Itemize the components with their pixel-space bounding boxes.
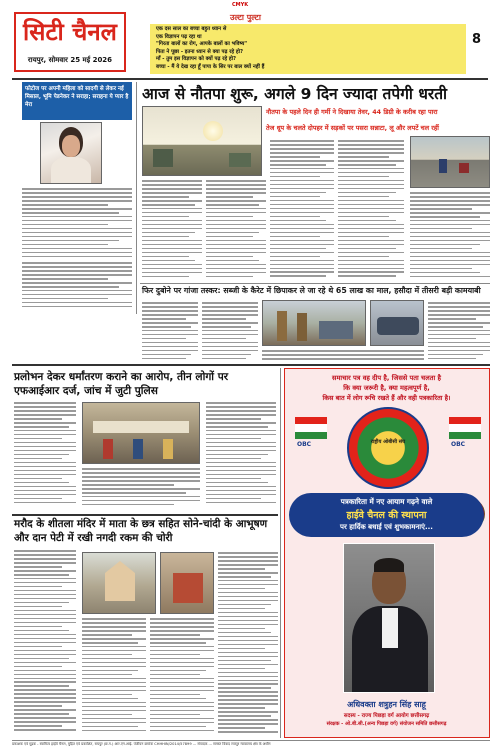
- sun-photo: [142, 106, 262, 176]
- ganja-headline: फिर दुबोने पर गांजा तस्कर: सब्जी के कैरेट में छिपाकर ले जा रहे थे 65 लाख का माल, हसौदा में तीसरी बड़ी कामयाबी: [142, 286, 481, 295]
- temple-photo: [82, 552, 156, 614]
- obc-label-right: OBC: [451, 441, 466, 448]
- ad-person-role2: संरक्षक - ओ.बी.सी.(अन्य पिछड़ा वर्ग) संयोजन समिति छत्तीसगढ़: [326, 721, 447, 727]
- ad-banner: [289, 493, 484, 537]
- ad-quote-line3: किस बात में लोग रूचि रखते हैं और वही पत्रकारिता है।: [322, 394, 451, 402]
- footer-imprint: प्रकाशक एवं मुद्रक - स्वामित्व हाईवे चैनल, मुद्रित एवं प्रकाशित, रायपुर (छ.ग.) आर.एन.आई. पंजीयन क्रमांक CHHHIN/2014/57899 ... संपादक ... समस्त विवाद रायपुर न्यायालय क्षेत्र के अधीन: [12, 742, 271, 746]
- street-photo: [410, 136, 490, 188]
- left-teaser-box: [22, 82, 132, 120]
- ulta-pulta-box: [150, 24, 466, 74]
- joke-line: एक दस साल का बच्चा बहुत ध्यान से: [156, 26, 227, 32]
- obc-logo: [347, 407, 429, 489]
- ad-quote-line2: कि क्या जरूरी है, क्या महत्वपूर्ण है,: [343, 384, 430, 392]
- joke-line: माँ - तुम इस विज्ञापन को क्यों पढ़ रहे हो?: [156, 56, 236, 63]
- obc-label-left: OBC: [297, 441, 312, 448]
- main-sub1: नौतपा के पहले दिन ही गर्मी ने दिखाया तेवर, 44 डिग्री के करीब रहा पारा: [266, 108, 438, 116]
- obc-flag-right: [449, 417, 481, 439]
- actress-photo: [40, 122, 102, 184]
- ad-banner-line3: पर हार्दिक बधाई एवं शुभकामनाएं...: [340, 523, 433, 531]
- masthead-date: रायपुर, सोमवार 25 मई 2026: [27, 56, 113, 64]
- ad-banner-line2: हाईवे चैनल की स्थापना: [346, 510, 427, 521]
- masthead-box: [14, 12, 126, 72]
- car-photo: [370, 300, 424, 346]
- crowd-photo: [82, 402, 200, 464]
- religion-headline: प्रलोभन देकर धर्मांतरण कराने का आरोप, तीन लोगों पर एफआईआर दर्ज, जांच में जुटी पुलिस: [14, 371, 229, 397]
- ad-person-role1: सदस्य - राज्य पिछड़ा वर्ग आयोग छत्तीसगढ़: [343, 713, 430, 719]
- main-headline: आज से नौतपा शुरू, अगले 9 दिन ज्यादा तपेगी धरती: [142, 85, 448, 103]
- ulta-pulta-title: उल्टा पुल्टा: [230, 13, 261, 22]
- cmyk-mark: CMYK: [232, 2, 249, 8]
- police-photo: [262, 300, 366, 346]
- joke-line: "गिरता बालों का रोग, आपके बालों का भविष्य": [156, 41, 248, 48]
- joke-line: बच्चा - मैं ये देख रहा हूँ पापा के सिर पर बाल क्यों नहीं हैं: [156, 63, 265, 70]
- theft-photo: [160, 552, 214, 614]
- ad-banner-line1: पत्रकारिता में नए आयाम गढ़ने वाले: [340, 497, 433, 506]
- masthead-title: सिटी चैनल: [23, 18, 117, 46]
- ad-person-name: अधिवक्ता शत्रुहन सिंह साहू: [347, 700, 426, 709]
- congrats-ad: [284, 368, 490, 738]
- advocate-photo: [343, 543, 435, 693]
- left-teaser-text: फोटोज पर अपनी महिला को सादगी से लेकर नई मिसाल, भूमि पेडनेकर ने सराहा; सराहना ये प्यार है मेरा: [25, 86, 129, 108]
- obc-logo-text: राष्ट्रीय ओबीसी संघ: [370, 439, 406, 445]
- temple-headline: मरौद के शीतला मंदिर में माता के छत्र सहित सोने-चांदी के आभूषण और दान पेटी में रखी नगदी रकम की चोरी: [14, 518, 268, 544]
- page-number: 8: [472, 32, 482, 47]
- ulta-pulta-header: [178, 12, 488, 24]
- joke-line: एक विज्ञापन पढ़ रहा था: [156, 33, 202, 40]
- obc-flag-left: [295, 417, 327, 439]
- ad-quote-line1: समाचार पत्र वह दीप है, जिससे पता चलता है: [332, 374, 441, 382]
- main-sub2: तेज धूप के चलते दोपहर में सड़कों पर पसरा सन्नाटा, लू और लपटें चल रहीं: [266, 124, 439, 132]
- joke-line: पिता ने पूछा - इतना ध्यान से क्या पढ़ रहे हो?: [156, 48, 244, 55]
